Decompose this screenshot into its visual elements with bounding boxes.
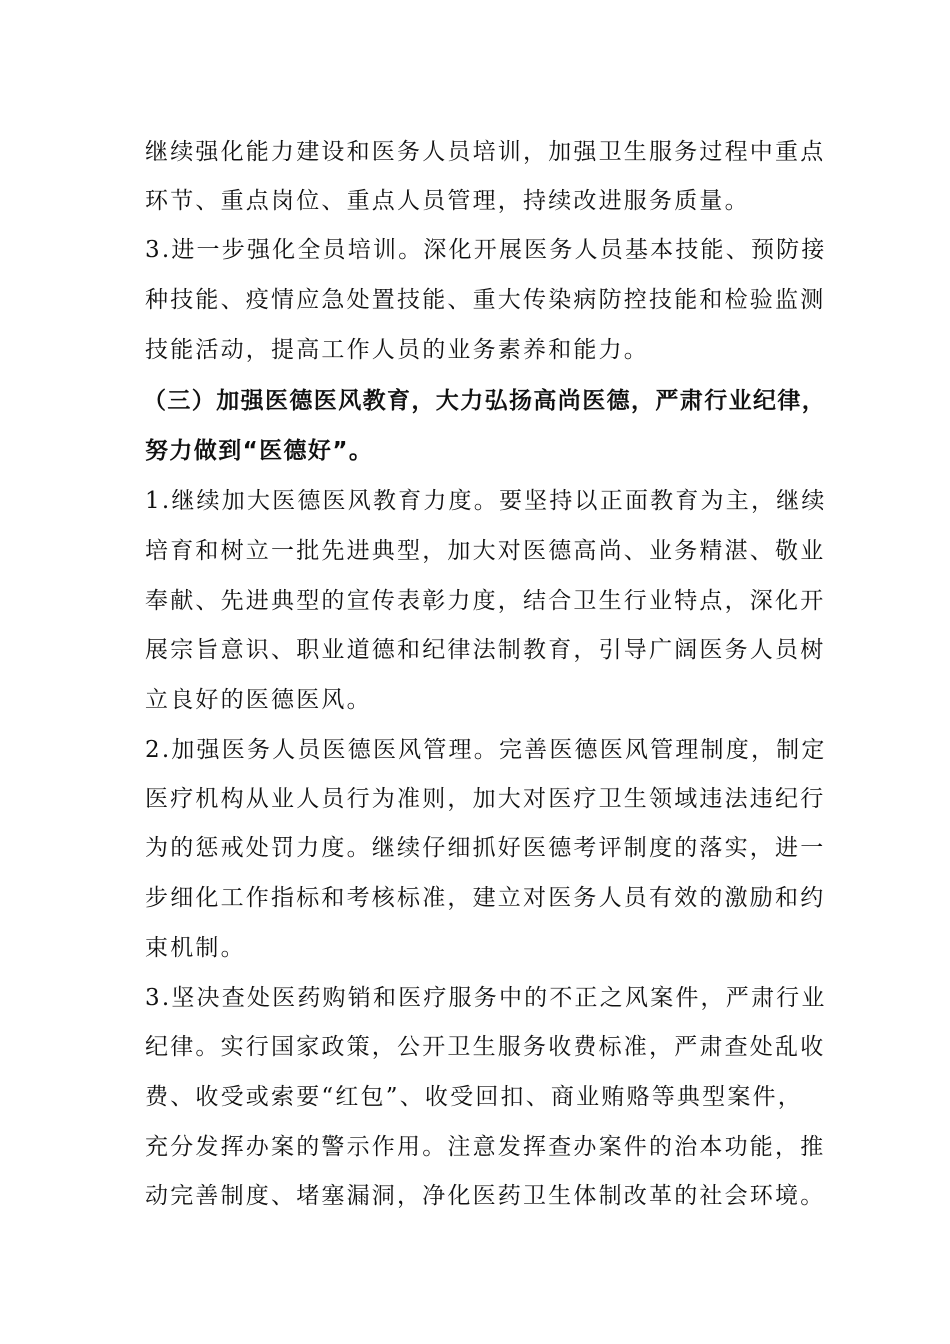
paragraph-line: 费、收受或索要“红包”、收受回扣、商业贿赂等典型案件， (145, 1084, 803, 1110)
paragraph-line: 技能活动，提高工作人员的业务素养和能力。 (145, 337, 649, 363)
paragraph-line: 种技能、疫情应急处置技能、重大传染病防控技能和检验监测 (145, 287, 826, 313)
section-heading-line: 努力做到“医德好”。 (145, 438, 374, 464)
paragraph-line: 束机制。 (145, 935, 246, 961)
paragraph-line: 奉献、先进典型的宣传表彰力度，结合卫生行业特点，深化开 (145, 588, 826, 614)
paragraph-line: 展宗旨意识、职业道德和纪律法制教育，引导广阔医务人员树 (145, 637, 826, 663)
paragraph-line: 为的惩戒处罚力度。继续仔细抓好医德考评制度的落实，进一 (145, 835, 826, 861)
paragraph-line: 3.进一步强化全员培训。深化开展医务人员基本技能、预防接 (145, 237, 827, 263)
paragraph-line: 2.加强医务人员医德医风管理。完善医德医风管理制度，制定 (145, 737, 827, 763)
paragraph-line: 医疗机构从业人员行为准则，加大对医疗卫生领域违法违纪行 (145, 786, 826, 812)
paragraph-line: 环节、重点岗位、重点人员管理，持续改进服务质量。 (145, 188, 750, 214)
paragraph-line: 纪律。实行国家政策，公开卫生服务收费标准，严肃查处乱收 (145, 1034, 826, 1060)
section-heading-line: （三）加强医德医风教育，大力弘扬高尚医德，严肃行业纪律， (143, 388, 827, 414)
paragraph-line: 步细化工作指标和考核标准，建立对医务人员有效的激励和约 (145, 885, 826, 911)
paragraph-line: 培育和树立一批先进典型，加大对医德高尚、业务精湛、敬业 (145, 538, 826, 564)
paragraph-line: 继续强化能力建设和医务人员培训，加强卫生服务过程中重点 (145, 139, 826, 165)
paragraph-line: 1.继续加大医德医风教育力度。要坚持以正面教育为主，继续 (145, 488, 827, 514)
paragraph-line: 立良好的医德医风。 (145, 687, 372, 713)
paragraph-line: 动完善制度、堵塞漏洞，净化医药卫生体制改革的社会环境。 (145, 1183, 826, 1209)
paragraph-line: 充分发挥办案的警示作用。注意发挥查办案件的治本功能，推 (145, 1134, 826, 1160)
paragraph-line: 3.坚决查处医药购销和医疗服务中的不正之风案件，严肃行业 (145, 985, 827, 1011)
